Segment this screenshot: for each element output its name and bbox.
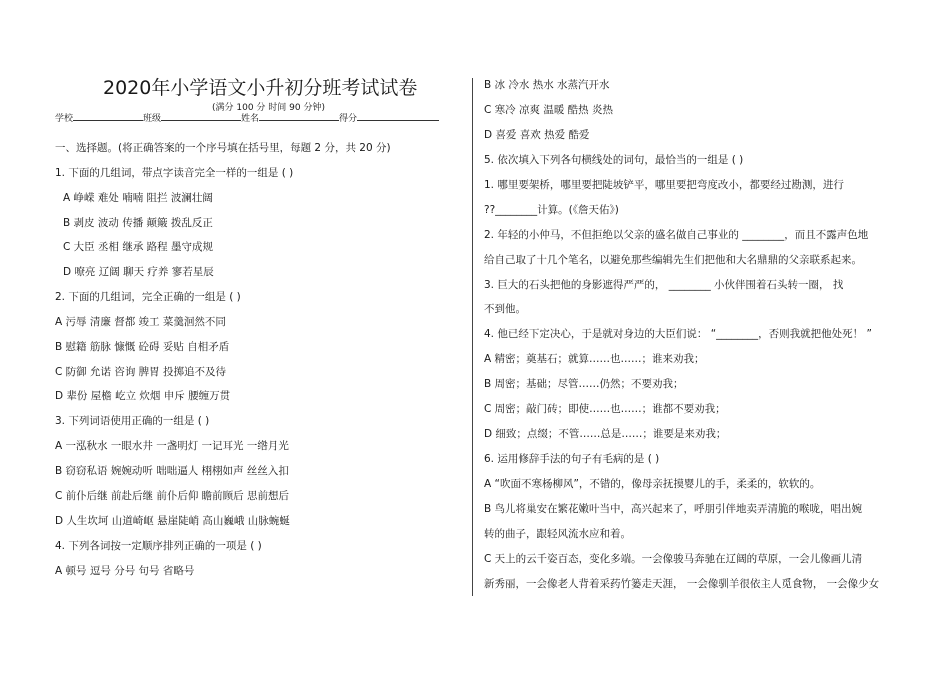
- q4-option-d: D 喜爱 喜欢 热爱 酷爱: [484, 129, 590, 141]
- question-1: 1. 下面的几组词，带点字读音完全一样的一组是 ( ): [55, 167, 294, 179]
- q5-sentence-3-cont: 不到他。: [484, 303, 526, 315]
- q5-sentence-4: 4. 他已经下定决心，于是就对身边的大臣们说： “________，否则我就把他处死！ ”: [484, 328, 872, 340]
- question-2: 2. 下面的几组词，完全正确的一组是 ( ): [55, 291, 241, 303]
- school-blank[interactable]: [73, 111, 143, 121]
- q5-sentence-1: 1. 哪里要架桥，哪里要把陡坡铲平，哪里要把弯度改小，都要经过勘测，进行: [484, 179, 844, 191]
- q6-option-b: B 鸟儿将巢安在繁花嫩叶当中，高兴起来了，呼朋引伴地卖弄清脆的喉咙，唱出婉: [484, 503, 863, 515]
- q6-option-a: A “吹面不寒杨柳风”，不错的，像母亲抚摸婴儿的手，柔柔的，软软的。: [484, 478, 821, 490]
- class-blank[interactable]: [161, 111, 241, 121]
- q2-option-c: C 防御 允诺 咨询 脾胃 投掷追不及待: [55, 366, 227, 378]
- q3-option-d: D 人生坎坷 山道崎岖 悬崖陡峭 高山巍峨 山脉蜿蜒: [55, 515, 290, 527]
- q4-option-c: C 寒冷 凉爽 温暖 酷热 炎热: [484, 104, 614, 116]
- q6-option-b-cont: 转的曲子，跟轻风流水应和着。: [484, 528, 631, 540]
- label-score: 得分: [339, 114, 358, 124]
- question-3: 3. 下列词语使用正确的一组是 ( ): [55, 415, 210, 427]
- score-blank[interactable]: [357, 111, 439, 121]
- section-heading: 一、选择题。(将正确答案的一个序号填在括号里，每题 2 分，共 20 分): [55, 142, 391, 154]
- q5-option-d: D 细致；点缀；不管……总是……；谁要是来劝我；: [484, 428, 727, 440]
- q5-option-a: A 精密；奠基石；就算……也……；谁来劝我；: [484, 353, 705, 365]
- q1-option-d: D 嘹亮 辽阔 聊天 疗养 寥若星辰: [63, 266, 214, 278]
- name-blank[interactable]: [259, 111, 339, 121]
- q5-option-b: B 周密；基础；尽管……仍然；不要劝我；: [484, 378, 684, 390]
- q1-option-b: B 剥皮 波动 传播 颠簸 拨乱反正: [63, 217, 213, 229]
- label-class: 班级: [143, 114, 162, 124]
- q5-sentence-1-cont: ??________计算。(《詹天佑》): [484, 204, 619, 216]
- column-divider: [472, 78, 473, 596]
- q1-option-a: A 峥嵘 难处 喃喃 阻拦 波澜壮阔: [63, 192, 213, 204]
- q2-option-b: B 慰籍 筋脉 慷慨 砼碍 妥贴 自相矛盾: [55, 341, 230, 353]
- label-name: 姓名: [241, 114, 260, 124]
- q5-sentence-2: 2. 年轻的小仲马，不但拒绝以父亲的盛名做自己事业的 ________，而且不露声色地: [484, 229, 869, 241]
- q6-option-c-cont: 新秀丽，一会像老人背着采药竹篓走天涯， 一会像驯羊很依主人觅食物， 一会像少女: [484, 578, 880, 590]
- q4-option-b: B 冰 冷水 热水 水蒸汽开水: [484, 79, 610, 91]
- q4-option-a: A 顿号 逗号 分号 句号 省略号: [55, 565, 195, 577]
- q3-option-a: A 一泓秋水 一眼水井 一盏明灯 一记耳光 一绺月光: [55, 440, 289, 452]
- q5-sentence-3: 3. 巨大的石头把他的身影遮得严严的， ________ 小伙伴围着石头转一圈， 找: [484, 279, 844, 291]
- q3-option-c: C 前仆后继 前赴后继 前仆后仰 瞻前顾后 思前想后: [55, 490, 290, 502]
- student-info-row: [55, 111, 439, 125]
- exam-subtitle: (满分 100 分 时间 90 分钟): [212, 103, 325, 113]
- question-6: 6. 运用修辞手法的句子有毛病的是 ( ): [484, 453, 660, 465]
- exam-title: 2020年小学语文小升初分班考试试卷: [103, 77, 418, 99]
- question-4: 4. 下列各词按一定顺序排列正确的一项是 ( ): [55, 540, 262, 552]
- q6-option-c: C 天上的云千姿百态，变化多端。一会像骏马奔驰在辽阔的草原，一会儿像画儿清: [484, 553, 863, 565]
- label-school: 学校: [55, 114, 74, 124]
- q1-option-c: C 大臣 丞相 继承 路程 墨守成规: [63, 241, 214, 253]
- q5-option-c: C 周密；敲门砖；即使……也……；谁都不要劝我；: [484, 403, 726, 415]
- q2-option-d: D 辈份 屋檐 屹立 炊烟 申斥 腰缠万贯: [55, 390, 231, 402]
- q3-option-b: B 窃窃私语 婉婉动听 咄咄逼人 栩栩如声 丝丝入扣: [55, 465, 289, 477]
- q5-sentence-2-cont: 给自己取了十几个笔名，以避免那些编辑先生们把他和大名鼎鼎的父亲联系起来。: [484, 254, 862, 266]
- question-5: 5. 依次填入下列各句横线处的词句，最恰当的一组是 ( ): [484, 154, 744, 166]
- q2-option-a: A 污辱 清廉 督都 竣工 菜羹洄然不同: [55, 316, 226, 328]
